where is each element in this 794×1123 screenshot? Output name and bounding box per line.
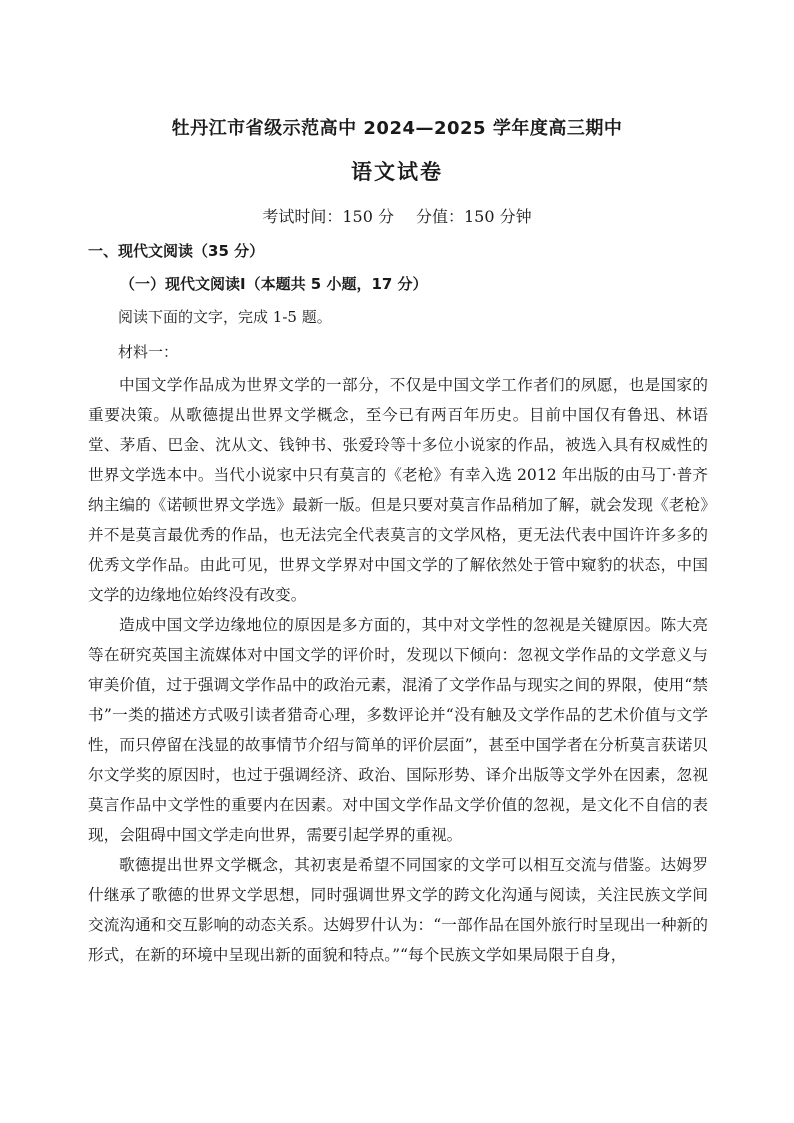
school-exam-title: 牡丹江市省级示范高中 2024—2025 学年度高三期中 — [171, 118, 623, 139]
section-heading: 一、现代文阅读（35 分） — [88, 242, 265, 260]
material-label: 材料一： — [118, 343, 179, 361]
reading-instruction: 阅读下面的文字，完成 1-5 题。 — [118, 308, 332, 326]
passage-body — [88, 370, 708, 970]
subsection-heading: （一）现代文阅读Ⅰ（本题共 5 小题，17 分） — [120, 275, 428, 293]
subject-title: 语文试卷 — [351, 160, 443, 184]
passage-paragraph: 造成中国文学边缘地位的原因是多方面的，其中对文学性的忽视是关键原因。陈大亮等在研究英国主流媒体对中国文学的评价时，发现以下倾向：忽视文学作品的文学意义与审美价值，过于强调文学作品中的政治元素，混淆了文学作品与现实之间的界限，使用“禁书”一类的描述方式吸引读者猎奇心理，多数评论并“没有触及文学作品的艺术价值与文学性，而只停留在浅显的故事情节介绍与简单的评价层面”，甚至中国学者在分析莫言获诺贝尔文学奖的原因时，也过于强调经济、政治、国际形势、译介出版等文学外在因素，忽视莫言作品中文学性的重要内在因素。对中国文学作品文学价值的忽视，是文化不自信的表现，会阻碍中国文学走向世界，需要引起学界的重视。 — [88, 616, 708, 844]
passage-paragraph: 歌德提出世界文学概念，其初衷是希望不同国家的文学可以相互交流与借鉴。达姆罗什继承了歌德的世界文学思想，同时强调世界文学的跨文化沟通与阅读，关注民族文学间交流沟通和交互影响的动态关系。达姆罗什认为：“一部作品在国外旅行时呈现出一种新的形式，在新的环境中呈现出新的面貌和特点。”“每个民族文学如果局限于自身， — [88, 856, 708, 964]
passage-paragraph: 中国文学作品成为世界文学的一部分，不仅是中国文学工作者们的夙愿，也是国家的重要决策。从歌德提出世界文学概念，至今已有两百年历史。目前中国仅有鲁迅、林语堂、茅盾、巴金、沈从文、钱钟书、张爱玲等十多位小说家的作品，被选入具有权威性的世界文学选本中。当代小说家中只有莫言的《老枪》有幸入选 2012 年出版的由马丁·普齐纳主编的《诺顿世界文学选》最新一版。但是只要对莫言作品稍加了解，就会发现《老枪》并不是莫言最优秀的作品，也无法完全代表莫言的文学风格，更无法代表中国许许多多的优秀文学作品。由此可见，世界文学界对中国文学的了解依然处于管中窥豹的状态，中国文学的边缘地位始终没有改变。 — [88, 376, 708, 604]
exam-info-line — [0, 204, 794, 227]
exam-score-label: 分值：150 分钟 — [416, 207, 532, 226]
exam-time-label: 考试时间：150 分 — [262, 207, 394, 226]
